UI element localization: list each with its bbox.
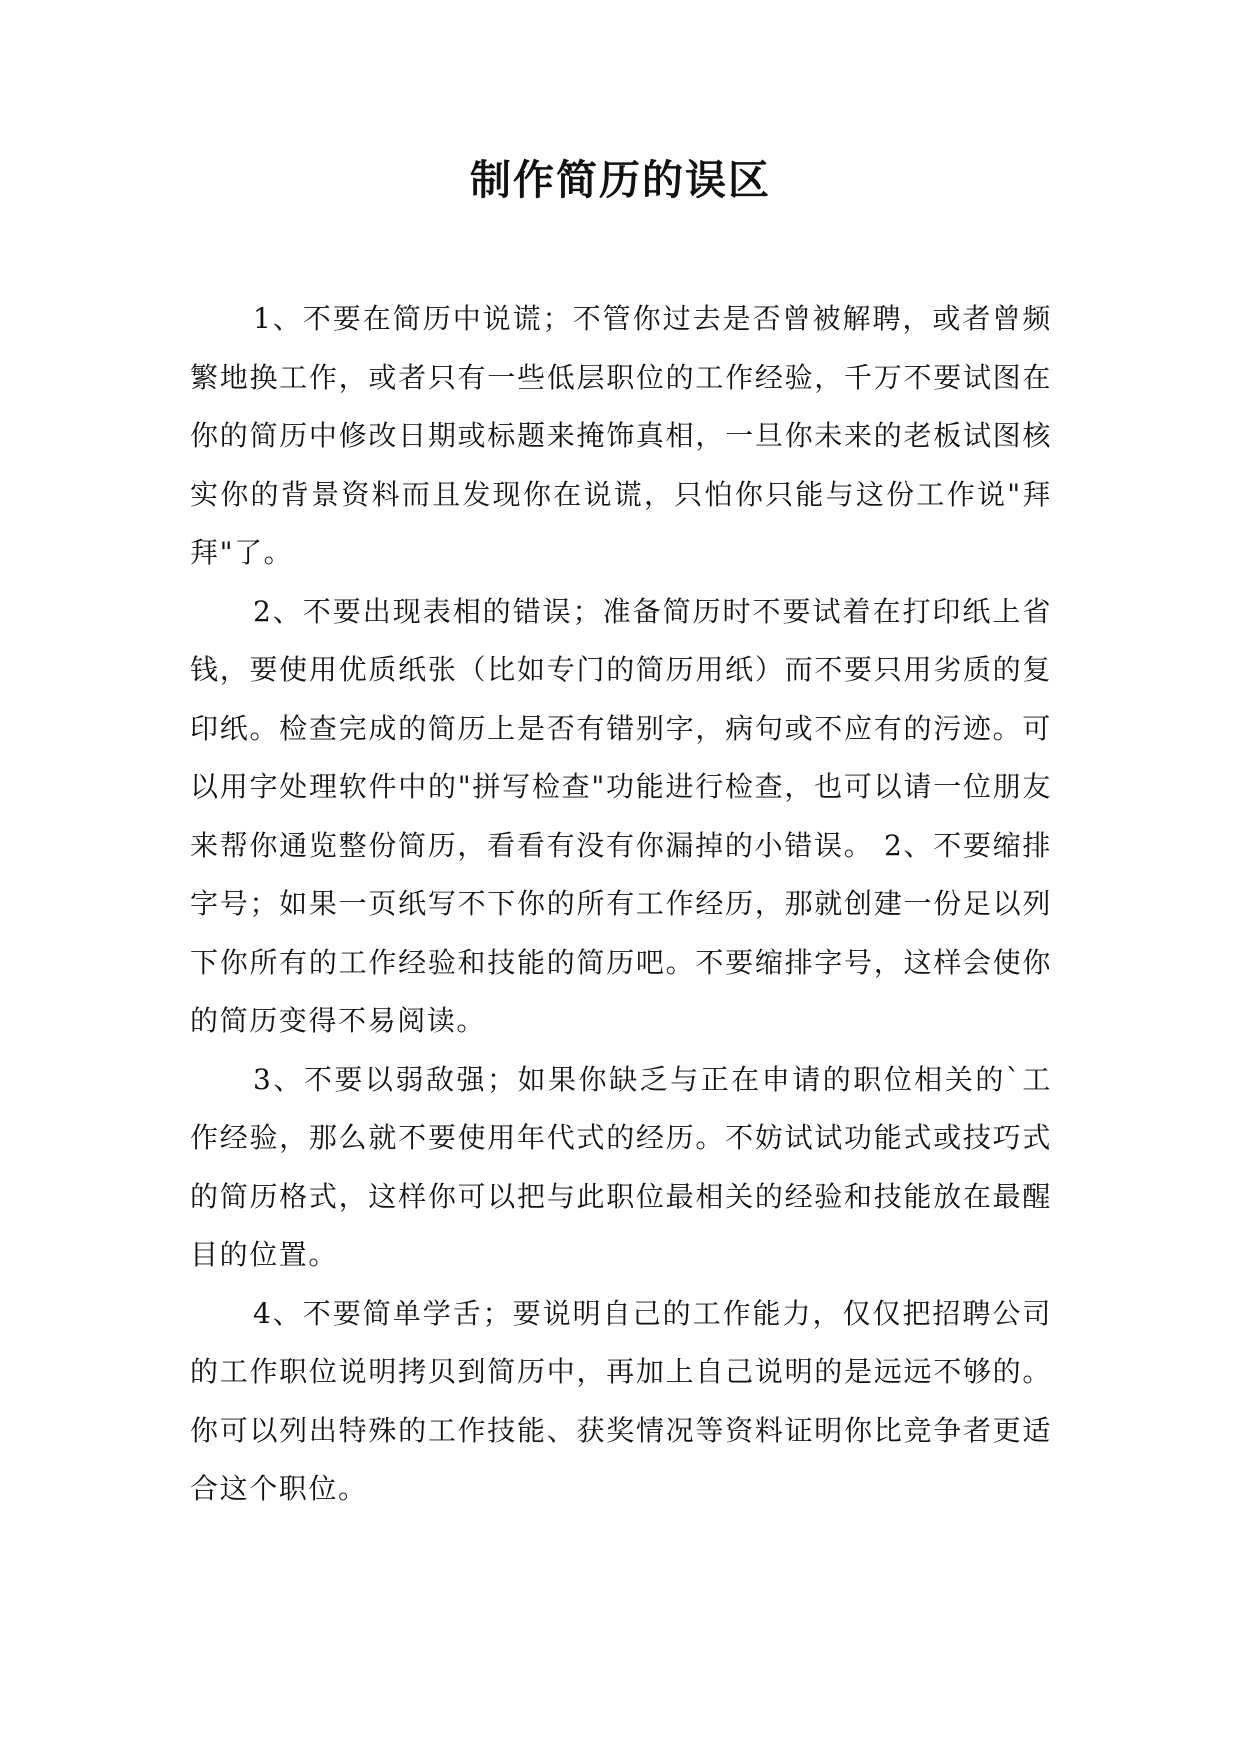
paragraph-2: 2、不要出现表相的错误；准备简历时不要试着在打印纸上省钱，要使用优质纸张（比如专门的简历用纸）而不要只用劣质的复印纸。检查完成的简历上是否有错别字，病句或不应有的污迹。可以用字处理软件中的"拼写检查"功能进行检查，也可以请一位朋友来帮你通览整份简历，看看有没有你漏掉的小错误。 2、不要缩排字号；如果一页纸写不下你的所有工作经历，那就创建一份足以列下你所有的工作经验和技能的简历吧。不要缩排字号，这样会使你的简历变得不易阅读。: [190, 594, 1052, 1037]
document-title: 制作简历的误区: [470, 156, 771, 204]
document-body: [190, 290, 1052, 1519]
paragraph-3: 3、不要以弱敌强；如果你缺乏与正在申请的职位相关的`工作经验，那么就不要使用年代式的经历。不妨试试功能式或技巧式的简历格式，这样你可以把与此职位最相关的经验和技能放在最醒目的位置。: [190, 1062, 1052, 1271]
paragraph-1: 1、不要在简历中说谎；不管你过去是否曾被解聘，或者曾频繁地换工作，或者只有一些低层职位的工作经验，千万不要试图在你的简历中修改日期或标题来掩饰真相，一旦你未来的老板试图核实你的背景资料而且发现你在说谎，只怕你只能与这份工作说"拜拜"了。: [190, 302, 1052, 569]
paragraph-4: 4、不要简单学舌；要说明自己的工作能力，仅仅把招聘公司的工作职位说明拷贝到简历中，再加上自己说明的是远远不够的。你可以列出特殊的工作技能、获奖情况等资料证明你比竞争者更适合这个职位。: [190, 1296, 1052, 1505]
